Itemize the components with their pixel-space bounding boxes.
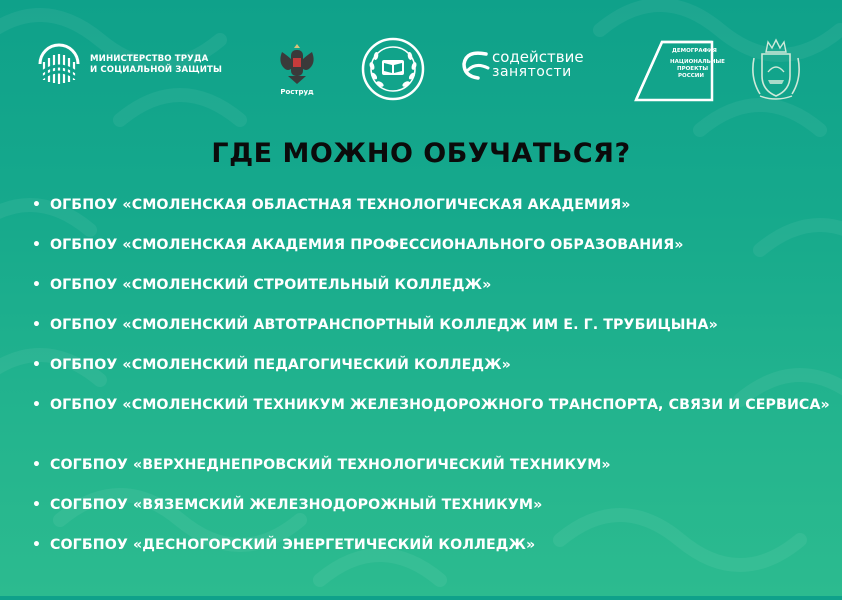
ministry-name-line1: МИНИСТЕРСТВО ТРУДА <box>90 54 209 64</box>
logo-bar <box>0 34 842 104</box>
sodeistvie-line1: содействие <box>492 48 584 66</box>
sodeistvie-line2: занятости <box>492 64 572 80</box>
list-item <box>30 456 830 474</box>
smolensk-coat-of-arms-logo <box>746 38 806 102</box>
list-item <box>30 356 830 374</box>
institution-name: ОГБПОУ «СМОЛЕНСКИЙ ТЕХНИКУМ ЖЕЛЕЗНОДОРОЖНОГО ТРАНСПОРТА, СВЯЗИ И СЕРВИСА» <box>50 397 830 413</box>
np-line2: НАЦИОНАЛЬНЫЕ <box>670 59 725 65</box>
institution-name: СОГБПОУ «ВЕРХНЕДНЕПРОВСКИЙ ТЕХНОЛОГИЧЕСКИЙ ТЕХНИКУМ» <box>50 457 611 473</box>
double-headed-eagle-icon <box>274 38 320 86</box>
handshake-swirl-icon <box>460 48 490 82</box>
rostrud-logo <box>274 38 320 96</box>
institution-name: СОГБПОУ «ДЕСНОГОРСКИЙ ЭНЕРГЕТИЧЕСКИЙ КОЛЛЕДЖ» <box>50 537 536 553</box>
list-item <box>30 236 830 254</box>
bullet-icon: • <box>32 397 42 413</box>
list-item <box>30 276 830 294</box>
ministry-name-line2: И СОЦИАЛЬНОЙ ЗАЩИТЫ <box>90 65 222 75</box>
sodeistvie-logo <box>460 48 584 82</box>
national-projects-logo <box>632 36 725 102</box>
bullet-icon: • <box>32 237 42 253</box>
list-item <box>30 196 830 214</box>
bullet-icon: • <box>32 197 42 213</box>
institution-name: ОГБПОУ «СМОЛЕНСКИЙ ПЕДАГОГИЧЕСКИЙ КОЛЛЕДЖ» <box>50 357 511 373</box>
page-title: ГДЕ МОЖНО ОБУЧАТЬСЯ? <box>211 138 631 169</box>
institution-name: ОГБПОУ «СМОЛЕНСКАЯ ОБЛАСТНАЯ ТЕХНОЛОГИЧЕСКАЯ АКАДЕМИЯ» <box>50 197 631 213</box>
bullet-icon: • <box>32 277 42 293</box>
np-line1: ДЕМОГРАФИЯ <box>672 48 717 54</box>
list-item <box>30 536 830 554</box>
coat-of-arms-icon <box>746 38 806 102</box>
national-projects-flag-icon <box>632 36 725 102</box>
nrpo-emblem-icon <box>360 36 426 102</box>
bullet-icon: • <box>32 537 42 553</box>
ministry-logo <box>36 42 222 88</box>
institution-name: ОГБПОУ «СМОЛЕНСКАЯ АКАДЕМИЯ ПРОФЕССИОНАЛЬНОГО ОБРАЗОВАНИЯ» <box>50 237 684 253</box>
rostrud-label: Роструд <box>280 88 314 96</box>
nrpo-logo <box>360 36 426 102</box>
list-item <box>30 316 830 334</box>
list-item <box>30 496 830 514</box>
bullet-icon: • <box>32 357 42 373</box>
institution-name: ОГБПОУ «СМОЛЕНСКИЙ АВТОТРАНСПОРТНЫЙ КОЛЛЕДЖ ИМ Е. Г. ТРУБИЦЫНА» <box>50 317 718 333</box>
bullet-icon: • <box>32 497 42 513</box>
institution-name: ОГБПОУ «СМОЛЕНСКИЙ СТРОИТЕЛЬНЫЙ КОЛЛЕДЖ» <box>50 277 492 293</box>
institution-name: СОГБПОУ «ВЯЗЕМСКИЙ ЖЕЛЕЗНОДОРОЖНЫЙ ТЕХНИКУМ» <box>50 497 543 513</box>
ministry-emblem-icon <box>36 42 82 88</box>
bullet-icon: • <box>32 457 42 473</box>
bullet-icon: • <box>32 317 42 333</box>
np-line4: РОССИИ <box>678 73 704 79</box>
np-line3: ПРОЕКТЫ <box>677 66 709 72</box>
list-item <box>30 396 830 414</box>
